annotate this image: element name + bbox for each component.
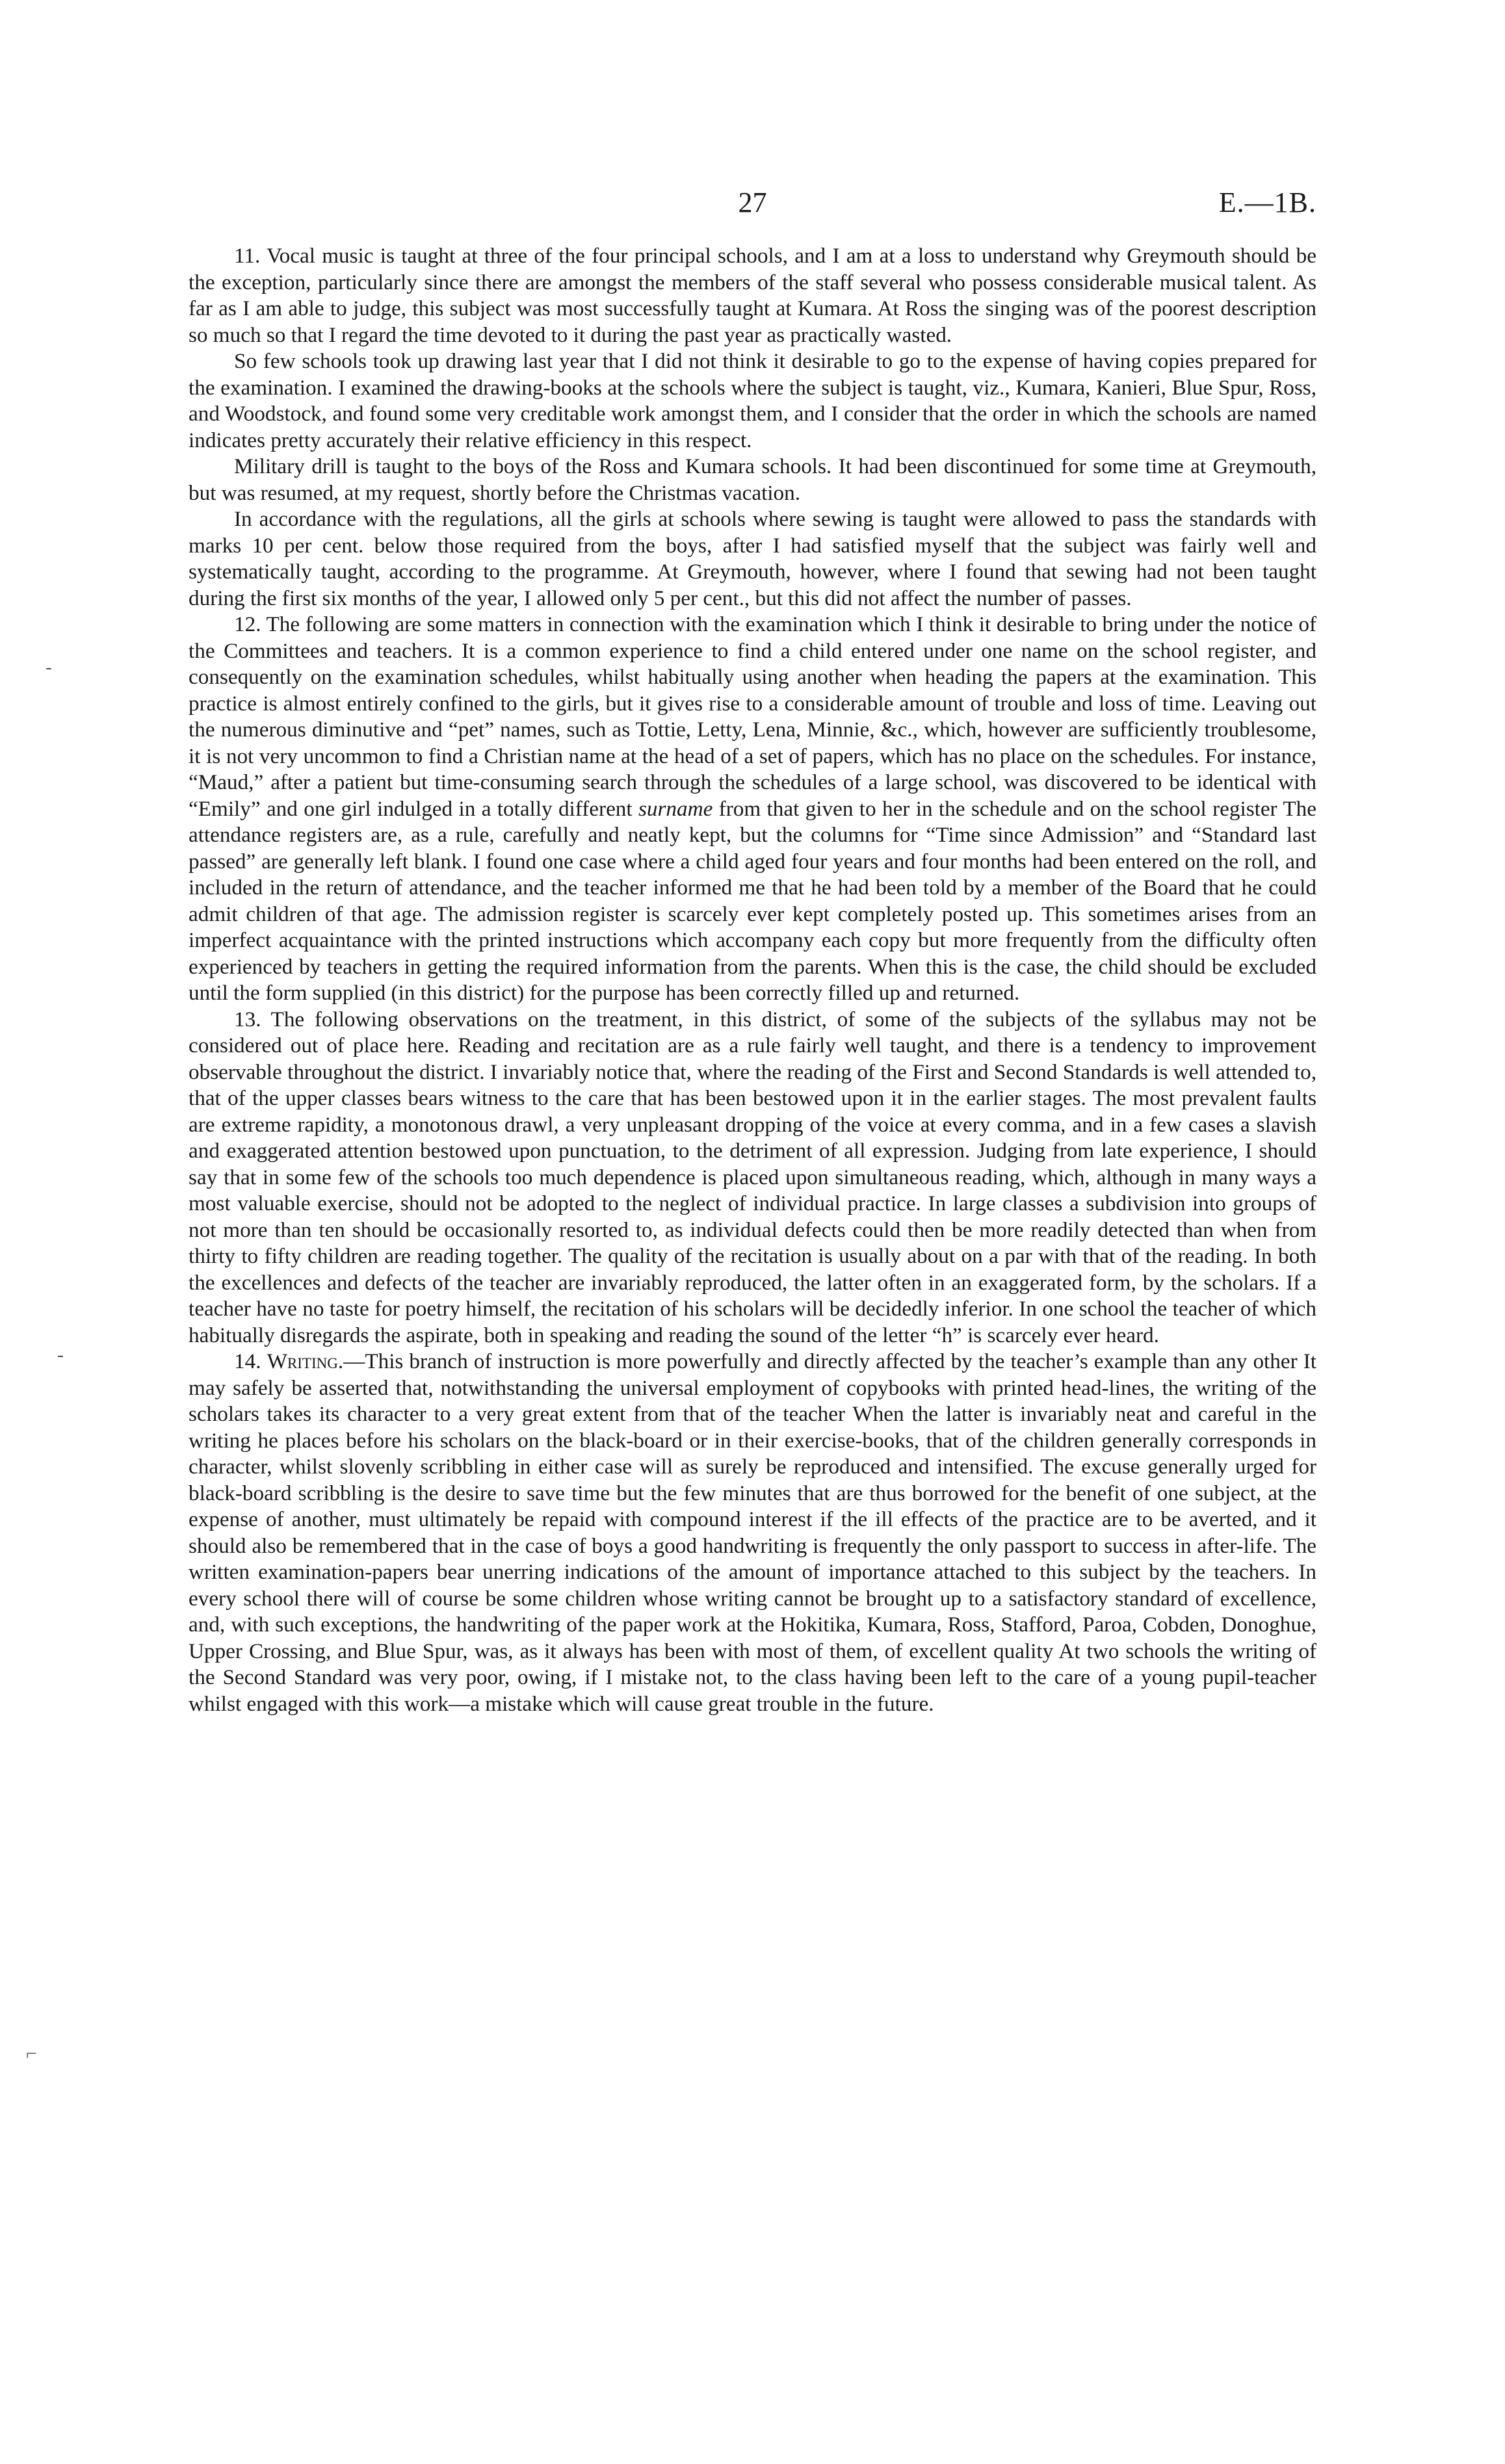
paragraph-text: In accordance with the regulations, all the girls at schools where sewing is taught were allowed to pass the standards with marks 10 per cent. below those required from the boys, after I had satisfied myself that the subject was fairly well and systematically taught, according to the programme. At Greymouth, however, where I found that sewing had not been taught during the first six months of the year, I allowed only 5 per cent., but this did not affect the number of passes. xyxy=(189,507,1316,610)
paragraph-p13 xyxy=(189,1007,1316,1349)
italic-word: surname xyxy=(638,796,713,821)
paragraph-p12 xyxy=(189,612,1316,1007)
page-header xyxy=(189,183,1316,222)
paragraph-p-drawing xyxy=(189,348,1316,454)
paragraph-text: 14. xyxy=(234,1349,267,1373)
paragraph-p-sewing xyxy=(189,506,1316,612)
margin-tick-mark: ‐ xyxy=(46,656,52,678)
paragraph-text: .—This branch of instruction is more powerfully and directly affected by the teacher’s example than any other It may safely be asserted that, notwithstanding the universal employment of copybooks with printed head-lines, the writing of the scholars takes its character to a very great extent from that of the teacher When the latter is invariably neat and careful in the writing he places before his scholars on the black-board or in their exercise-books, that of the children generally corresponds in character, whilst slovenly scribbling in either case will as surely be reproduced and intensified. The excuse generally urged for black-board scribbling is the desire to save time but the few minutes that are thus borrowed for the benefit of one subject, at the expense of another, must ultimately be repaid with compound interest if the ill effects of the practice are to be averted, and it should also be remembered that in the case of boys a good handwriting is frequently the only passport to success in after-life. The written examination-papers bear unerring indications of the amount of importance attached to this subject by the teachers. In every school there will of course be some children whose writing cannot be brought up to a satisfactory standard of excellence, and, with such exceptions, the handwriting of the paper work at the Hokitika, Kumara, Ross, Stafford, Paroa, Cobden, Donoghue, Upper Crossing, and Blue Spur, was, as it always has been with most of them, of excellent quality At two schools the writing of the Second Standard was very poor, owing, if I mistake not, to the class having been left to the care of a young pupil-teacher whilst engaged with this work—a mistake which will cause great trouble in the future. xyxy=(189,1349,1317,1716)
paragraph-text: from that given to her in the schedule and on the school register The attendance registers are, as a rule, carefully and neatly kept, but the columns for “Time since Admission” and “Standard last passed” are generally left blank. I found one case where a child aged four years and four months had been entered on the roll, and included in the return of attendance, and the teacher informed me that he had been told by a member of the Board that he could admit children of that age. The admission register is scarcely ever kept completely posted up. This sometimes arises from an imperfect acquaintance with the printed instructions which accompany each copy but more frequently from the difficulty often experienced by teachers in getting the required information from the parents. When this is the case, the child should be excluded until the form supplied (in this district) for the purpose has been correctly filled up and returned. xyxy=(189,796,1316,1005)
paragraph-p14 xyxy=(189,1349,1316,1717)
paragraph-text: 11. Vocal music is taught at three of the four principal schools, and I am at a loss to understand why Greymouth should be the exception, particularly since there are amongst the members of the staff several who possess considerable musical talent. As far as I am able to judge, this subject was most successfully taught at Kumara. At Ross the singing was of the poorest description so much so that I regard the time devoted to it during the past year as practically wasted. xyxy=(189,244,1316,347)
margin-tick-mark: ⌐ xyxy=(26,2043,37,2064)
paragraph-p11 xyxy=(189,243,1316,348)
paragraph-p-drill xyxy=(189,454,1316,506)
margin-tick-mark: ‑ xyxy=(57,1344,64,1366)
paragraph-text: 13. The following observations on the treatment, in this district, of some of the subjects of the syllabus may not be considered out of place here. Reading and recitation are as a rule fairly well taught, and there is a tendency to improvement observable throughout the district. I invariably notice that, where the reading of the First and Second Standards is well attended to, that of the upper classes bears witness to the care that has been bestowed upon it in the earlier stages. The most prevalent faults are extreme rapidity, a monotonous drawl, a very unpleasant dropping of the voice at every comma, and in a few cases a slavish and exaggerated attention bestowed upon punctuation, to the detriment of all expression. Judging from late experience, I should say that in some few of the schools too much dependence is placed upon simultaneous reading, which, although in many ways a most valuable exercise, should not be adopted to the neglect of individual practice. In large classes a subdivision into groups of not more than ten should be occasionally resorted to, as individual defects could then be more readily detected than when from thirty to fifty children are reading together. The quality of the recitation is usually about on a par with that of the reading. In both the excellences and defects of the teacher are invariably reproduced, the latter often in an exaggerated form, by the scholars. If a teacher have no taste for poetry himself, the recitation of his scholars will be decidedly inferior. In one school the teacher of which habitually disregards the aspirate, both in speaking and reading the sound of the letter “h” is scarcely ever heard. xyxy=(189,1007,1316,1347)
document-code: E.—1B. xyxy=(1218,187,1316,218)
section-heading: Writing xyxy=(267,1349,338,1373)
paragraph-text: Military drill is taught to the boys of the Ross and Kumara schools. It had been discontinued for some time at Greymouth, but was resumed, at my request, shortly before the Christmas vacation. xyxy=(189,454,1316,505)
paragraph-text: So few schools took up drawing last year that I did not think it desirable to go to the expense of having copies prepared for the examination. I examined the drawing-books at the schools where the subject is taught, viz., Kumara, Kanieri, Blue Spur, Ross, and Woodstock, and found some very creditable work amongst them, and I consider that the order in which the schools are named indicates pretty accurately their relative efficiency in this respect. xyxy=(189,349,1316,452)
page-number: 27 xyxy=(738,187,767,218)
body-text xyxy=(189,243,1316,1717)
paragraph-text: 12. The following are some matters in connection with the examination which I think it desirable to bring under the notice of the Committees and teachers. It is a common experience to find a child entered under one name on the school register, and consequently on the examination schedules, whilst habitually using another when heading the papers at the examination. This practice is almost entirely confined to the girls, but it gives rise to a considerable amount of trouble and loss of time. Leaving out the numerous diminutive and “pet” names, such as Tottie, Letty, Lena, Minnie, &c., which, however are sufficiently troublesome, it is not very uncommon to find a Christian name at the head of a set of papers, which has no place on the schedules. For instance, “Maud,” after a patient but time-consuming search through the schedules of a large school, was discovered to be identical with “Emily” and one girl indulged in a totally different xyxy=(189,612,1316,821)
